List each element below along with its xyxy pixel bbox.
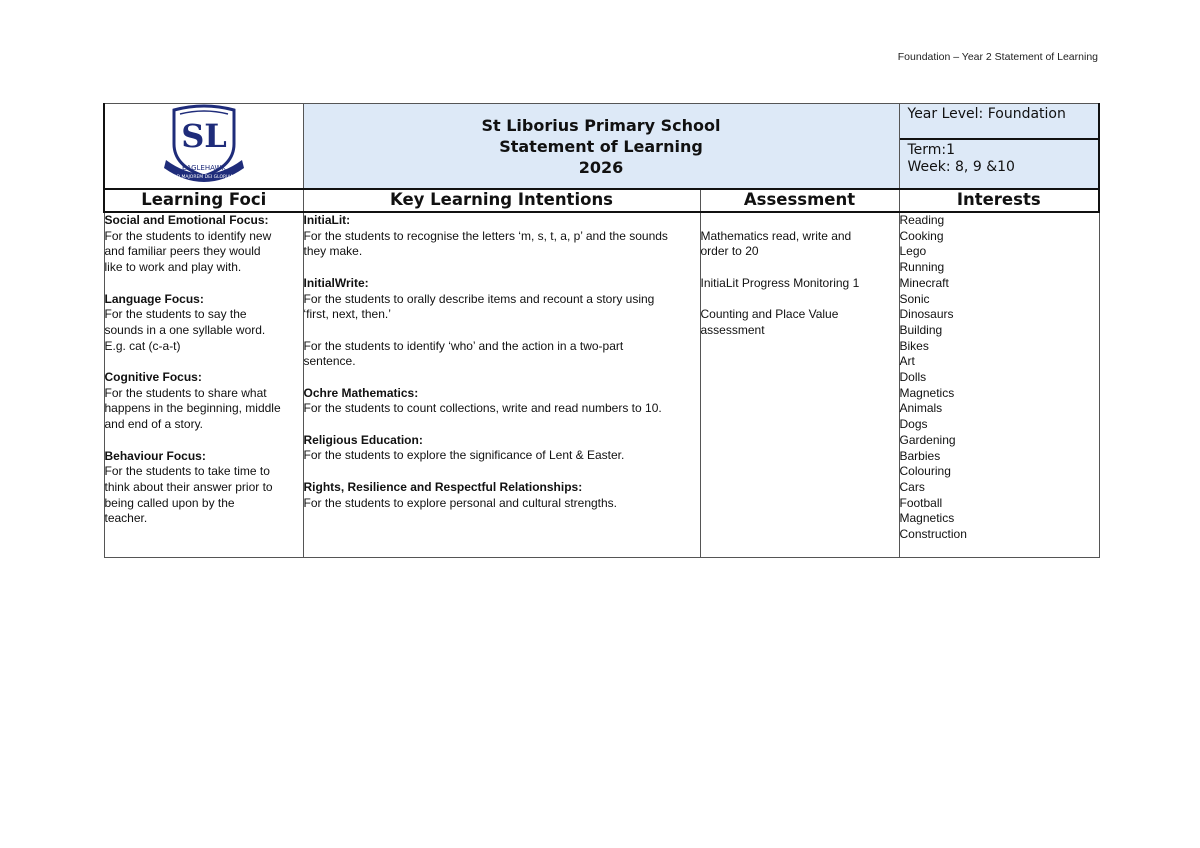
assessment-text-line: Mathematics read, write and	[700, 228, 852, 243]
key-learning-block	[304, 386, 700, 417]
interest-item: Sonic	[899, 291, 930, 306]
statement-of-learning-table	[103, 103, 1100, 558]
key-learning-block	[304, 276, 700, 323]
column-header-learning-foci: Learning Foci	[104, 189, 303, 212]
document-year: 2026	[578, 157, 624, 177]
document-title: Statement of Learning	[499, 136, 703, 156]
key-learning-text-line: For the students to recognise the letters ‘m, s, t, a, p’ and the sounds	[303, 228, 668, 243]
interest-item: Art	[899, 354, 915, 369]
interest-item: Colouring	[899, 464, 951, 479]
interest-item: Reading	[899, 213, 945, 227]
interest-item: Magnetics	[899, 511, 955, 526]
learning-focus-text-line: happens in the beginning, middle	[104, 401, 281, 416]
logo-initials: SL	[180, 117, 227, 155]
logo-motto: AD MAJOREM DEI GLORIAM	[173, 175, 235, 180]
learning-focus-text-line: teacher.	[104, 511, 148, 526]
assessment-block	[701, 276, 899, 292]
key-learning-block	[304, 433, 700, 464]
term-info-cell	[899, 104, 1099, 190]
key-learning-text-line: For the students to explore the significance of Lent & Easter.	[303, 448, 625, 463]
assessment-block	[701, 229, 899, 260]
key-learning-text-line: For the students to count collections, write and read numbers to 10.	[303, 401, 662, 416]
interest-item: Lego	[899, 244, 927, 259]
learning-focus-text-line: like to work and play with.	[104, 260, 242, 275]
learning-focus-text-line: and end of a story.	[104, 417, 204, 432]
week: Week: 8, 9 &10	[907, 159, 1015, 175]
interest-item: Barbies	[899, 448, 941, 463]
learning-focus-block	[105, 213, 303, 276]
learning-focus-text-line: For the students to identify new	[104, 228, 272, 243]
learning-focus-text-line: think about their answer prior to	[104, 479, 273, 494]
interest-item: Dinosaurs	[899, 307, 954, 322]
learning-focus-block	[105, 449, 303, 528]
term: Term:1	[907, 142, 956, 158]
interest-item: Bikes	[899, 338, 929, 353]
column-header-interests: Interests	[899, 189, 1099, 212]
key-learning-cell	[303, 212, 700, 558]
interest-item: Dolls	[899, 370, 927, 385]
learning-focus-heading: Social and Emotional Focus:	[104, 213, 269, 227]
key-learning-heading: Ochre Mathematics:	[303, 385, 419, 400]
assessment-text-line: InitiaLit Progress Monitoring 1	[700, 275, 860, 290]
key-learning-text-line: they make.	[303, 244, 363, 259]
interest-item: Magnetics	[899, 385, 955, 400]
assessment-text-line: Counting and Place Value	[700, 307, 839, 322]
school-logo-cell	[104, 104, 303, 190]
key-learning-block	[304, 213, 700, 260]
learning-foci-cell	[104, 212, 303, 558]
year-level: Year Level: Foundation	[900, 104, 1099, 140]
learning-focus-text-line: For the students to say the	[104, 307, 247, 322]
learning-focus-heading: Behaviour Focus:	[104, 448, 206, 463]
learning-focus-text-line: For the students to take time to	[104, 464, 270, 479]
interest-item: Football	[899, 495, 943, 510]
interests-cell	[899, 212, 1099, 558]
assessment-text-line: assessment	[700, 322, 765, 337]
school-title-cell	[303, 104, 899, 190]
learning-focus-heading: Language Focus:	[104, 291, 204, 306]
key-learning-block	[304, 480, 700, 511]
interest-item: Construction	[899, 527, 967, 542]
key-learning-text-line: sentence.	[303, 354, 356, 369]
school-crest-icon	[156, 104, 252, 184]
learning-focus-text-line: For the students to share what	[104, 385, 267, 400]
interest-item: Running	[899, 260, 945, 275]
key-learning-heading: InitiaLit:	[303, 213, 351, 227]
learning-focus-text-line: and familiar peers they would	[104, 244, 261, 259]
assessment-cell	[700, 212, 899, 558]
key-learning-heading: Rights, Resilience and Respectful Relationships:	[303, 479, 583, 494]
page-header: Foundation – Year 2 Statement of Learning	[897, 51, 1098, 63]
column-header-key-learning: Key Learning Intentions	[303, 189, 700, 212]
logo-arc-text: EAGLEHAWK	[181, 164, 226, 172]
key-learning-heading: Religious Education:	[303, 432, 423, 447]
learning-focus-text-line: E.g. cat (c-a-t)	[104, 338, 181, 353]
interest-item: Minecraft	[899, 275, 949, 290]
learning-focus-heading: Cognitive Focus:	[104, 370, 202, 384]
interest-item: Cars	[899, 479, 925, 494]
school-name: St Liborius Primary School	[481, 115, 721, 135]
assessment-block	[701, 307, 899, 338]
key-learning-text-line: For the students to identify ‘who’ and the action in a two-part	[303, 338, 624, 353]
interest-item: Dogs	[899, 417, 928, 432]
learning-focus-text-line: sounds in a one syllable word.	[104, 322, 266, 337]
key-learning-text-line: For the students to orally describe items and recount a story using	[303, 291, 655, 306]
assessment-text-line: order to 20	[700, 244, 759, 259]
key-learning-text-line: ‘first, next, then.’	[303, 307, 391, 322]
key-learning-block	[304, 339, 700, 370]
interest-item: Building	[899, 322, 943, 337]
column-header-assessment: Assessment	[700, 189, 899, 212]
interest-item: Animals	[899, 401, 943, 416]
key-learning-text-line: For the students to explore personal and cultural strengths.	[303, 495, 618, 510]
learning-focus-text-line: being called upon by the	[104, 495, 235, 510]
learning-focus-block	[105, 292, 303, 355]
interest-item: Cooking	[899, 228, 944, 243]
interest-item: Gardening	[899, 432, 956, 447]
key-learning-heading: InitialWrite:	[303, 275, 369, 290]
learning-focus-block	[105, 370, 303, 433]
